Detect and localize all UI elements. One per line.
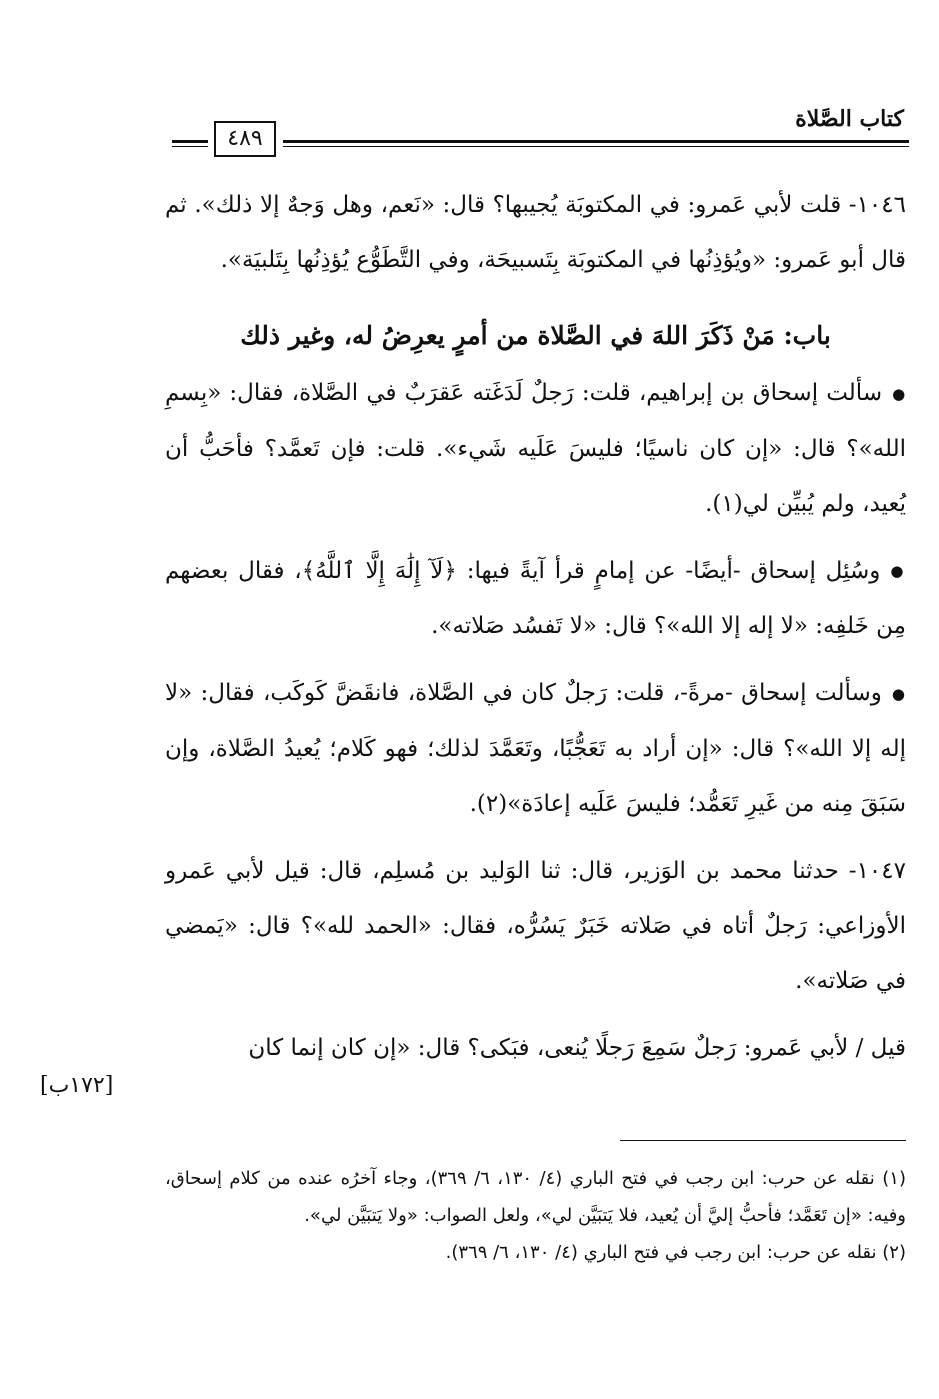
running-title: كتاب الصَّلاة	[795, 106, 904, 132]
manuscript-folio-ref: [١٧٢ب]	[40, 1073, 114, 1098]
footnote-2: (٢) نقله عن حرب: ابن رجب في فتح الباري (٤/ ١٣٠، ٦/ ٣٦٩).	[445, 1242, 906, 1263]
chapter-heading: باب: مَنْ ذَكَرَ اللهَ في الصَّلاة من أمرٍ يعرِضُ له، وغير ذلك	[240, 321, 831, 350]
bullet-paragraph-scorpion: ● سألت إسحاق بن إبراهيم، قلت: رَجلٌ لَدَغَته عَقرَبٌ في الصَّلاة، فقال: «بِسمِ الله»؟ قال: «إن كان ناسيًا؛ فليسَ عَلَيه شَيء». قلت: فإن تَعمَّد؟ فأحَبُّ أن يُعيد، ولم يُبيِّن لي(١).	[165, 366, 906, 532]
bullet-paragraph-meteor: ● وسألت إسحاق -مرةً-، قلت: رَجلٌ كان في الصَّلاة، فانقَضَّ كَوكَب، فقال: «لا إله إلا الله»؟ قال: «إن أراد به تَعَجُّبًا، وتَعَمَّدَ لذلك؛ فهو كَلام؛ يُعيدُ الصَّلاة، وإن سَبَقَ مِنه من غَيرِ تَعَمُّد؛ فليسَ عَلَيه إعادَة»(٢).	[165, 666, 906, 832]
header-rule-left-thin	[172, 146, 208, 147]
paragraph-last: قيل / لأبي عَمرو: رَجلٌ سَمِعَ رَجلًا يُنعى، فبَكى؟ قال: «إن كان إنما كان	[248, 1034, 906, 1061]
paragraph-1046: ١٠٤٦- قلت لأبي عَمرو: في المكتوبَة يُجيبها؟ قال: «نَعم، وهل وَجهٌ إلا ذلك». ثم قال أبو عَمرو: «ويُؤذِنُها في المكتوبَة بِتَسبيحَة، وفي التَّطَوُّع يُؤذِنُها بِتَلبيَة».	[165, 192, 906, 273]
footnote-1: (١) نقله عن حرب: ابن رجب في فتح الباري (٤/ ١٣٠، ٦/ ٣٦٩)، وجاء آخرُه عنده من كلام إسحاق، وفيه: «إن تَعَمَّد؛ فأحبُّ إليَّ أن يُعيد، فلا يَتبَيَّن لي»، ولعل الصواب: «ولا يَتبَيَّن لي».	[165, 1168, 906, 1226]
header-rule	[283, 140, 909, 143]
page-number: ٤٨٩	[214, 121, 276, 157]
header-rule-thin	[283, 146, 909, 147]
header-rule-left	[172, 140, 208, 143]
footnotes	[165, 1160, 906, 1271]
bullet-paragraph-verse: ● وسُئِل إسحاق -أيضًا- عن إمامٍ قرأ آيةً فيها: ﴿لَآ إِلَٰهَ إِلَّا ٱللَّهُ﴾، فقال بعضهم مِن خَلفِه: «لا إله إلا الله»؟ قال: «لا تَفسُد صَلاته».	[165, 544, 906, 655]
paragraph-1047: ١٠٤٧- حدثنا محمد بن الوَزير، قال: ثنا الوَليد بن مُسلِم، قال: قيل لأبي عَمرو الأوزاعي: رَجلٌ أتاه في صَلاته خَبَرٌ يَسُرُّه، فقال: «الحمد لله»؟ قال: «يَمضي في صَلاته».	[165, 857, 906, 994]
main-text	[165, 178, 906, 1076]
footnote-separator	[620, 1140, 906, 1141]
